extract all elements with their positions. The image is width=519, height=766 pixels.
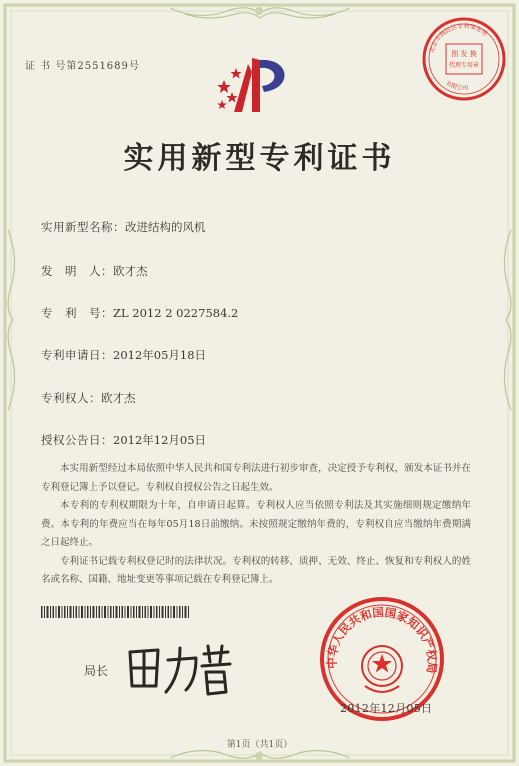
patent-number-value: ZL 2012 2 0227584.2 <box>113 306 239 320</box>
inventor-row <box>41 263 148 279</box>
utility-model-name-row <box>41 219 206 235</box>
filing-date-label: 专利申请日： <box>41 348 113 362</box>
patent-number-label: 专 利 号： <box>41 306 113 320</box>
certificate-number: 证 书 号第2551689号 <box>25 61 140 72</box>
filing-date-row <box>41 347 206 363</box>
patent-office-logo-icon <box>212 50 302 120</box>
issue-date: 2012年12月05日 <box>340 702 433 715</box>
patentee-row <box>41 390 136 406</box>
director-signature-icon <box>124 640 234 700</box>
name-value: 改进结构的风机 <box>125 220 206 234</box>
certificate-body <box>41 460 471 590</box>
grant-date-row <box>41 432 206 448</box>
patentee-value: 欧才杰 <box>101 391 136 405</box>
director-label: 局长 <box>84 664 109 678</box>
agency-seal-icon <box>419 14 509 104</box>
body-paragraph: 本实用新型经过本局依照中华人民共和国专利法进行初步审查，决定授予专利权，颁发本证书并在专利登记簿上予以登记。专利权自授权公告之日起生效。 <box>41 463 471 493</box>
filing-date-value: 2012年05月18日 <box>113 348 207 362</box>
page-number: 第1页（共1页） <box>226 740 293 750</box>
svg-text:北京市海淀区专利事务所: 北京市海淀区专利事务所 <box>428 22 489 54</box>
grant-date-value: 2012年12月05日 <box>113 433 207 447</box>
patentee-label: 专利权人： <box>41 391 101 405</box>
svg-text:中华人民共和国国家知识产权局: 中华人民共和国国家知识产权局 <box>324 605 440 675</box>
name-label: 实用新型名称： <box>41 220 125 234</box>
page-title: 实用新型专利证书 <box>123 141 396 176</box>
svg-text:代理专用章: 代理专用章 <box>448 62 480 69</box>
barcode-icon <box>41 606 191 618</box>
body-paragraph: 专利证书记载专利权登记时的法律状况。专利权的转移、质押、无效、终止、恢复和专利权人的姓名或名称、国籍、地址变更等事项记载在专利登记簿上。 <box>41 555 471 585</box>
grant-date-label: 授权公告日： <box>41 433 113 447</box>
svg-text:有限公司: 有限公司 <box>444 79 469 92</box>
svg-text:图 发 换: 图 发 换 <box>451 50 477 58</box>
inventor-value: 欧才杰 <box>113 264 148 278</box>
body-paragraph: 本专利的专利权期限为十年，自申请日起算。专利权人应当依照专利法及其实施细则规定缴纳年费。本专利的年费应当在每年05月18日前缴纳。未按照规定缴纳年费的，专利权自应当缴纳年费期满之日起终止。 <box>41 500 471 548</box>
inventor-label: 发 明 人： <box>41 264 113 278</box>
patent-number-row <box>41 305 238 321</box>
